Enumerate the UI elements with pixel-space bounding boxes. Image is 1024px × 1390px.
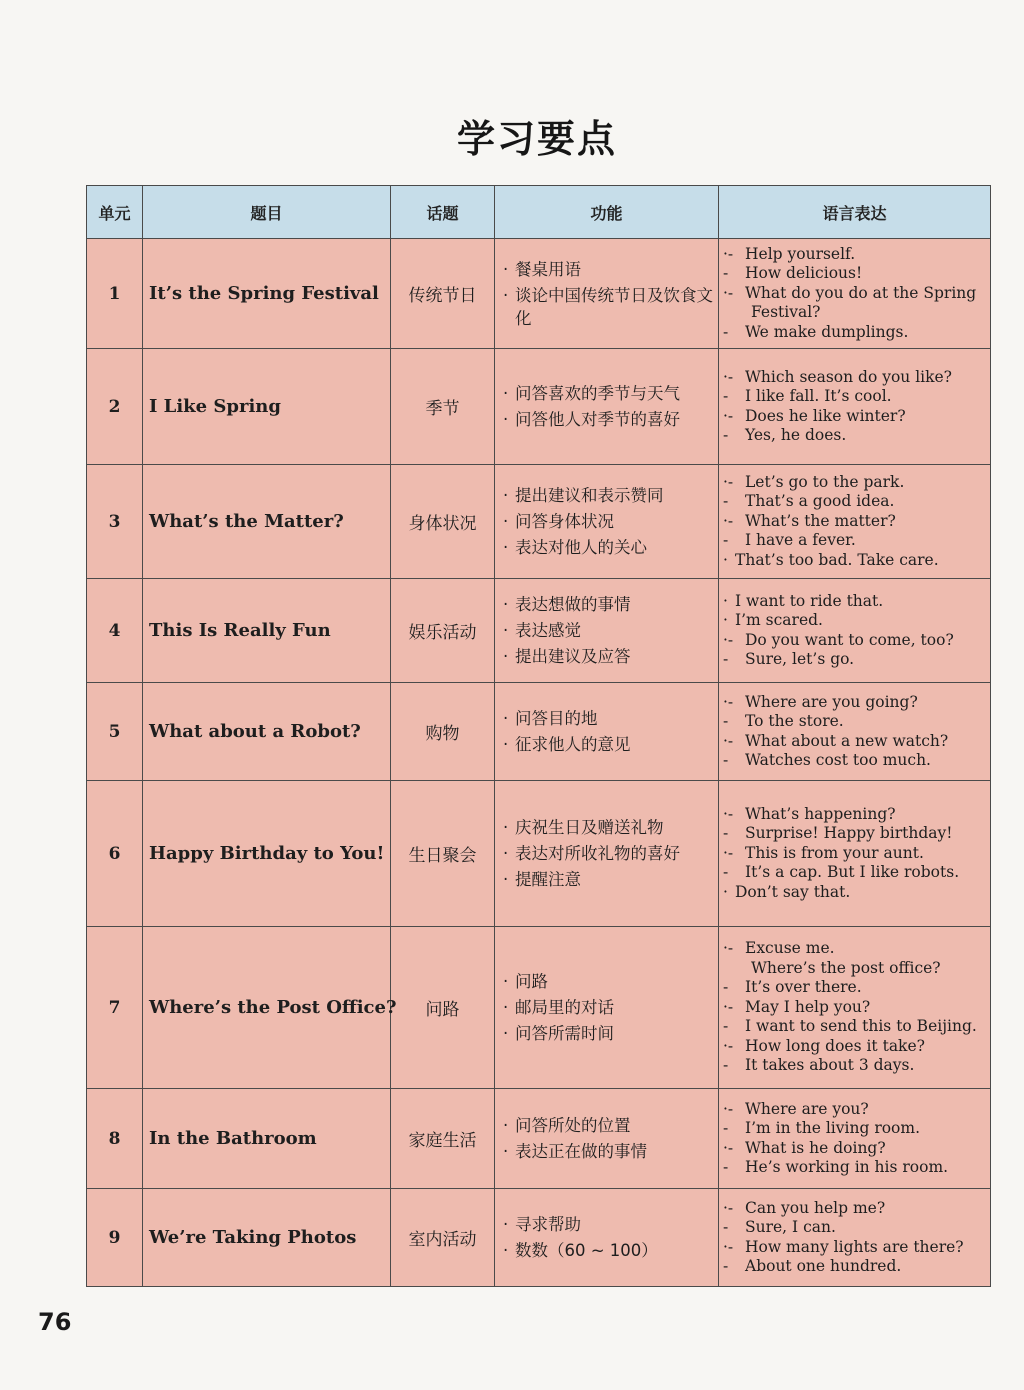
function-cell xyxy=(495,579,719,683)
dialogue-marker-icon: · xyxy=(723,591,728,610)
dialogue-marker-icon: - xyxy=(723,712,729,730)
expression-text: Can you help me? xyxy=(745,1198,886,1217)
expression-cell xyxy=(719,1189,991,1287)
expression-line xyxy=(723,650,988,670)
expression-text: Where are you? xyxy=(745,1099,869,1118)
expression-line xyxy=(723,531,988,551)
expression-text: Festival? xyxy=(751,303,821,322)
unit-title: We’re Taking Photos xyxy=(143,1189,391,1287)
function-cell xyxy=(495,349,719,465)
bullet-icon: · xyxy=(503,998,509,1017)
unit-title: In the Bathroom xyxy=(143,1089,391,1189)
function-text: 谈论中国传统节日及饮食文化 xyxy=(515,285,713,328)
bullet-icon: · xyxy=(503,709,509,728)
dialogue-marker-icon: ·- xyxy=(723,804,734,823)
unit-topic: 室内活动 xyxy=(391,1189,495,1287)
expression-cell xyxy=(719,349,991,465)
unit-topic: 身体状况 xyxy=(391,465,495,579)
dialogue-marker-icon: ·- xyxy=(723,630,734,649)
function-item xyxy=(503,868,714,891)
expression-line xyxy=(723,978,988,998)
expression-line xyxy=(723,1017,988,1037)
function-text: 表达对所收礼物的喜好 xyxy=(515,844,680,863)
function-item xyxy=(503,510,714,533)
dialogue-marker-icon: - xyxy=(723,426,729,444)
table-row xyxy=(87,1189,991,1287)
expression-line xyxy=(723,245,988,265)
table-header-row xyxy=(87,186,991,239)
function-cell xyxy=(495,1189,719,1287)
function-text: 邮局里的对话 xyxy=(515,998,614,1017)
dialogue-marker-icon: - xyxy=(723,1056,729,1075)
table-row xyxy=(87,927,991,1089)
table-row xyxy=(87,239,991,349)
unit-topic: 问路 xyxy=(391,927,495,1089)
bullet-icon: · xyxy=(503,735,509,754)
expression-text: Excuse me. xyxy=(745,939,835,958)
function-item xyxy=(503,1239,714,1262)
expression-text: May I help you? xyxy=(745,997,871,1016)
expression-line xyxy=(723,883,988,903)
expression-text: What about a new watch? xyxy=(745,731,949,750)
dialogue-marker-icon: ·- xyxy=(723,843,734,862)
dialogue-marker-icon: - xyxy=(723,531,729,550)
expression-text: I like fall. It’s cool. xyxy=(745,387,892,405)
dialogue-marker-icon: ·- xyxy=(723,1237,734,1256)
expression-text: Sure, let’s go. xyxy=(745,650,855,668)
expression-text: To the store. xyxy=(745,712,844,730)
table-row xyxy=(87,683,991,781)
expression-text: We make dumplings. xyxy=(745,322,909,341)
dialogue-marker-icon: - xyxy=(723,264,729,283)
function-text: 数数（60 ~ 100） xyxy=(515,1241,658,1260)
expression-text: Help yourself. xyxy=(745,244,856,263)
function-cell xyxy=(495,781,719,927)
expression-text: How long does it take? xyxy=(745,1036,925,1055)
dialogue-marker-icon: - xyxy=(723,978,729,997)
expression-line xyxy=(723,631,988,651)
function-text: 表达正在做的事情 xyxy=(515,1142,647,1161)
function-text: 问答喜欢的季节与天气 xyxy=(515,384,680,403)
function-item xyxy=(503,408,714,431)
function-text: 问路 xyxy=(515,972,548,991)
page-title: 学习要点 xyxy=(456,117,617,161)
dialogue-marker-icon: - xyxy=(723,322,729,341)
bullet-icon: · xyxy=(503,844,509,863)
expression-text: It’s a cap. But I like robots. xyxy=(745,863,960,882)
expression-line xyxy=(723,863,988,883)
expression-line xyxy=(723,512,988,532)
function-cell xyxy=(495,465,719,579)
expression-line xyxy=(723,387,988,407)
unit-topic: 娱乐活动 xyxy=(391,579,495,683)
expression-line xyxy=(723,1257,988,1277)
expression-text: What do you do at the Spring xyxy=(745,283,977,302)
function-text: 提出建议及应答 xyxy=(515,647,631,666)
expression-text: Watches cost too much. xyxy=(745,751,931,769)
bullet-icon: · xyxy=(503,259,509,279)
expression-cell xyxy=(719,579,991,683)
dialogue-marker-icon: ·- xyxy=(723,367,734,386)
function-item xyxy=(503,842,714,865)
dialogue-marker-icon: - xyxy=(723,1017,729,1036)
function-text: 表达想做的事情 xyxy=(515,595,631,614)
function-text: 问答所处的位置 xyxy=(515,1116,631,1135)
expression-text: Sure, I can. xyxy=(745,1218,836,1236)
function-item xyxy=(503,996,714,1019)
function-text: 问答身体状况 xyxy=(515,512,614,531)
function-text: 问答所需时间 xyxy=(515,1024,614,1043)
expression-text: What’s the matter? xyxy=(745,511,896,530)
dialogue-marker-icon: ·- xyxy=(723,1099,734,1118)
bullet-icon: · xyxy=(503,972,509,991)
function-text: 寻求帮助 xyxy=(515,1215,581,1234)
expression-text: He’s working in his room. xyxy=(745,1158,949,1176)
expression-text: I’m in the living room. xyxy=(745,1119,921,1137)
expression-cell xyxy=(719,781,991,927)
header-topic: 话题 xyxy=(391,186,495,239)
unit-topic: 传统节日 xyxy=(391,239,495,349)
bullet-icon: · xyxy=(503,512,509,531)
dialogue-marker-icon: ·- xyxy=(723,406,734,425)
bullet-icon: · xyxy=(503,647,509,666)
dialogue-marker-icon: - xyxy=(723,1218,729,1236)
header-unit: 单元 xyxy=(87,186,143,239)
unit-topic: 家庭生活 xyxy=(391,1089,495,1189)
bullet-icon: · xyxy=(503,486,509,505)
learning-points-table xyxy=(86,185,991,1287)
function-item xyxy=(503,1213,714,1236)
bullet-icon: · xyxy=(503,1024,509,1043)
function-item xyxy=(503,619,714,642)
dialogue-marker-icon: - xyxy=(723,1119,729,1137)
table-row xyxy=(87,579,991,683)
expression-line xyxy=(723,712,988,732)
unit-number: 6 xyxy=(87,781,143,927)
expression-text: Where’s the post office? xyxy=(751,958,941,977)
header-title: 题目 xyxy=(143,186,391,239)
unit-number: 9 xyxy=(87,1189,143,1287)
expression-text: Does he like winter? xyxy=(745,406,906,425)
unit-title: It’s the Spring Festival xyxy=(143,239,391,349)
expression-line xyxy=(723,1100,988,1120)
expression-line xyxy=(723,732,988,752)
expression-line xyxy=(723,368,988,388)
expression-text: About one hundred. xyxy=(745,1257,902,1275)
unit-number: 7 xyxy=(87,927,143,1089)
expression-text: It takes about 3 days. xyxy=(745,1056,915,1075)
expression-line xyxy=(723,1238,988,1258)
expression-text: How delicious! xyxy=(745,264,863,283)
expression-line xyxy=(723,407,988,427)
dialogue-marker-icon: ·- xyxy=(723,1138,734,1157)
dialogue-marker-icon: - xyxy=(723,1257,729,1275)
unit-topic: 季节 xyxy=(391,349,495,465)
expression-line xyxy=(723,592,988,612)
expression-line xyxy=(723,844,988,864)
function-item xyxy=(503,284,714,330)
page-number: 76 xyxy=(38,1308,72,1336)
function-item xyxy=(503,645,714,668)
unit-number: 2 xyxy=(87,349,143,465)
expression-cell xyxy=(719,1089,991,1189)
header-expression: 语言表达 xyxy=(719,186,991,239)
bullet-icon: · xyxy=(503,621,509,640)
expression-text: I want to send this to Beijing. xyxy=(745,1017,977,1036)
expression-text: It’s over there. xyxy=(745,978,862,997)
unit-title: I Like Spring xyxy=(143,349,391,465)
expression-text: Which season do you like? xyxy=(745,367,952,386)
unit-number: 8 xyxy=(87,1089,143,1189)
expression-text: That’s a good idea. xyxy=(745,492,895,511)
function-text: 问答他人对季节的喜好 xyxy=(515,410,680,429)
dialogue-marker-icon: - xyxy=(723,1158,729,1176)
dialogue-marker-icon: ·- xyxy=(723,1036,734,1055)
function-cell xyxy=(495,927,719,1089)
dialogue-marker-icon: - xyxy=(723,824,729,843)
bullet-icon: · xyxy=(503,384,509,403)
header-function: 功能 xyxy=(495,186,719,239)
expression-text: This is from your aunt. xyxy=(745,843,924,862)
unit-number: 4 xyxy=(87,579,143,683)
function-item xyxy=(503,707,714,730)
expression-line xyxy=(723,939,988,959)
expression-line xyxy=(723,998,988,1018)
function-item xyxy=(503,816,714,839)
table-row xyxy=(87,781,991,927)
unit-number: 3 xyxy=(87,465,143,579)
table-row xyxy=(87,349,991,465)
expression-line xyxy=(723,824,988,844)
expression-text: I want to ride that. xyxy=(735,591,884,610)
unit-title: What about a Robot? xyxy=(143,683,391,781)
expression-text: What is he doing? xyxy=(745,1138,886,1157)
expression-line xyxy=(723,805,988,825)
bullet-icon: · xyxy=(503,1116,509,1135)
function-item xyxy=(503,484,714,507)
table-row xyxy=(87,1089,991,1189)
dialogue-marker-icon: - xyxy=(723,492,729,511)
expression-text: How many lights are there? xyxy=(745,1237,964,1256)
expression-text: I have a fever. xyxy=(745,531,856,550)
unit-number: 5 xyxy=(87,683,143,781)
expression-cell xyxy=(719,465,991,579)
expression-line xyxy=(723,426,988,446)
function-item xyxy=(503,1140,714,1163)
expression-text: That’s too bad. Take care. xyxy=(735,550,939,569)
expression-cell xyxy=(719,239,991,349)
expression-line xyxy=(723,1037,988,1057)
expression-text: I’m scared. xyxy=(735,611,823,629)
expression-text: What’s happening? xyxy=(745,804,896,823)
function-item xyxy=(503,970,714,993)
dialogue-marker-icon: · xyxy=(723,882,728,901)
bullet-icon: · xyxy=(503,538,509,557)
expression-line xyxy=(723,1056,988,1076)
expression-line xyxy=(723,959,988,979)
function-cell xyxy=(495,239,719,349)
expression-cell xyxy=(719,927,991,1089)
bullet-icon: · xyxy=(503,818,509,837)
expression-line xyxy=(723,323,988,343)
bullet-icon: · xyxy=(503,285,509,305)
unit-title: This Is Really Fun xyxy=(143,579,391,683)
expression-line xyxy=(723,1119,988,1139)
expression-text: Yes, he does. xyxy=(745,426,847,444)
function-item xyxy=(503,1114,714,1137)
expression-line xyxy=(723,693,988,713)
unit-topic: 购物 xyxy=(391,683,495,781)
expression-text: Surprise! Happy birthday! xyxy=(745,824,953,843)
dialogue-marker-icon: ·- xyxy=(723,939,734,958)
function-text: 餐桌用语 xyxy=(515,259,581,279)
function-item xyxy=(503,593,714,616)
expression-line xyxy=(723,284,988,304)
dialogue-marker-icon: · xyxy=(723,550,728,569)
function-text: 表达感觉 xyxy=(515,621,581,640)
expression-line xyxy=(723,1158,988,1178)
dialogue-marker-icon: ·- xyxy=(723,997,734,1016)
expression-line xyxy=(723,303,988,323)
expression-text: Where are you going? xyxy=(745,692,918,711)
expression-line xyxy=(723,264,988,284)
expression-cell xyxy=(719,683,991,781)
expression-line xyxy=(723,1218,988,1238)
dialogue-marker-icon: - xyxy=(723,751,729,769)
function-item xyxy=(503,1022,714,1045)
function-cell xyxy=(495,1089,719,1189)
expression-text: Do you want to come, too? xyxy=(745,630,954,649)
unit-number: 1 xyxy=(87,239,143,349)
function-text: 庆祝生日及赠送礼物 xyxy=(515,818,664,837)
dialogue-marker-icon: - xyxy=(723,650,729,668)
unit-title: What’s the Matter? xyxy=(143,465,391,579)
function-text: 提醒注意 xyxy=(515,870,581,889)
function-text: 征求他人的意见 xyxy=(515,735,631,754)
unit-topic: 生日聚会 xyxy=(391,781,495,927)
table-row xyxy=(87,465,991,579)
dialogue-marker-icon: ·- xyxy=(723,472,734,491)
bullet-icon: · xyxy=(503,1241,509,1260)
bullet-icon: · xyxy=(503,870,509,889)
function-item xyxy=(503,382,714,405)
unit-title: Happy Birthday to You! xyxy=(143,781,391,927)
bullet-icon: · xyxy=(503,410,509,429)
bullet-icon: · xyxy=(503,1215,509,1234)
function-item xyxy=(503,536,714,559)
expression-line xyxy=(723,473,988,493)
dialogue-marker-icon: ·- xyxy=(723,1198,734,1217)
expression-text: Let’s go to the park. xyxy=(745,472,905,491)
function-text: 表达对他人的关心 xyxy=(515,538,647,557)
expression-line xyxy=(723,751,988,771)
learning-points-table-wrapper xyxy=(86,185,990,1287)
dialogue-marker-icon: · xyxy=(723,611,728,629)
expression-line xyxy=(723,1139,988,1159)
dialogue-marker-icon: - xyxy=(723,387,729,405)
bullet-icon: · xyxy=(503,1142,509,1161)
unit-title: Where’s the Post Office? xyxy=(143,927,391,1089)
expression-line xyxy=(723,551,988,571)
dialogue-marker-icon: - xyxy=(723,863,729,882)
dialogue-marker-icon: ·- xyxy=(723,692,734,711)
dialogue-marker-icon: ·- xyxy=(723,731,734,750)
table-body xyxy=(87,239,991,1287)
function-item xyxy=(503,258,714,281)
dialogue-marker-icon: ·- xyxy=(723,244,734,263)
function-text: 提出建议和表示赞同 xyxy=(515,486,664,505)
function-cell xyxy=(495,683,719,781)
bullet-icon: · xyxy=(503,595,509,614)
expression-line xyxy=(723,1199,988,1219)
expression-line xyxy=(723,492,988,512)
dialogue-marker-icon: ·- xyxy=(723,283,734,302)
function-item xyxy=(503,733,714,756)
expression-text: Don’t say that. xyxy=(735,882,851,901)
expression-line xyxy=(723,611,988,631)
dialogue-marker-icon: ·- xyxy=(723,511,734,530)
function-text: 问答目的地 xyxy=(515,709,598,728)
